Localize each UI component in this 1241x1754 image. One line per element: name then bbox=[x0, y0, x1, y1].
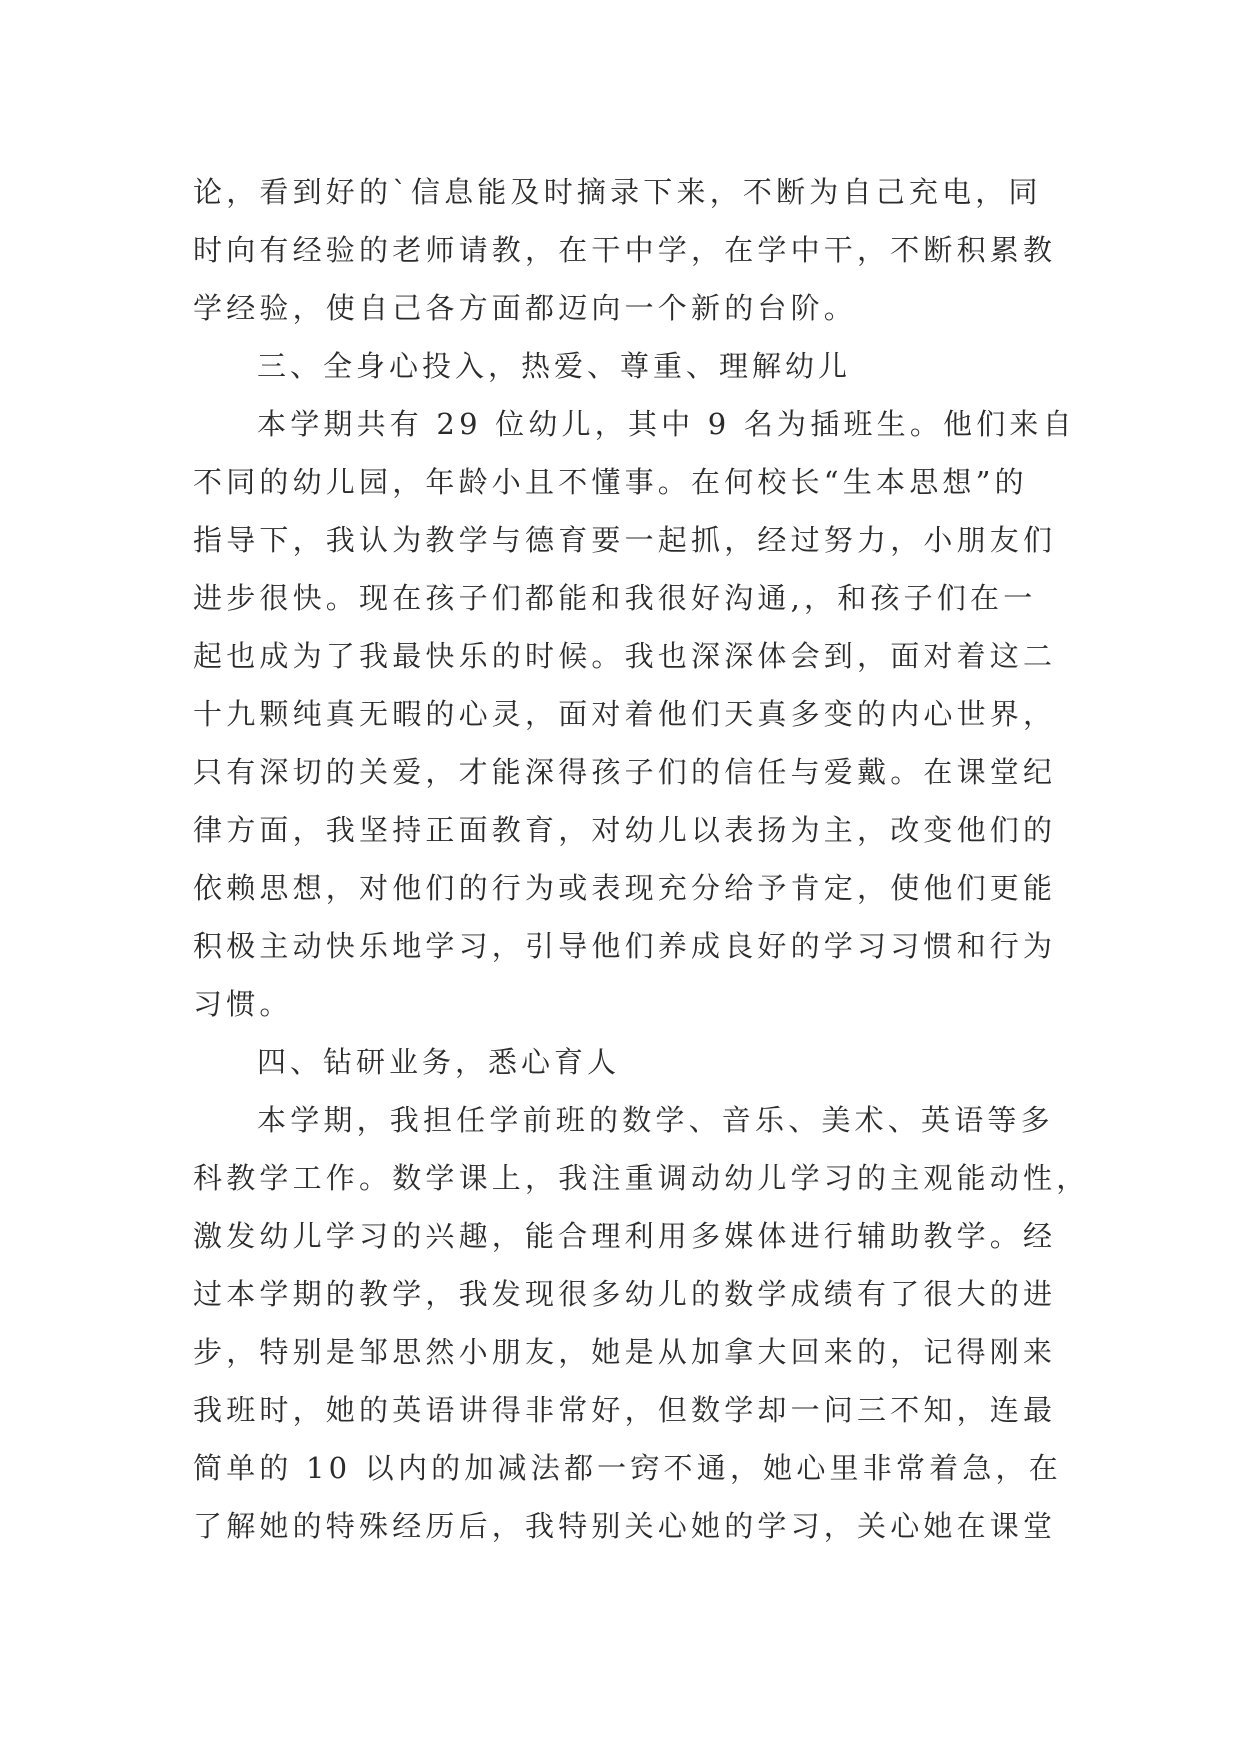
text-line: 只有深切的关爱，才能深得孩子们的信任与爱戴。在课堂纪 bbox=[193, 755, 1057, 789]
text-line: 简单的 10 以内的加减法都一窍不通，她心里非常着急，在 bbox=[193, 1451, 1062, 1485]
document-body bbox=[193, 163, 1090, 1555]
text-line: 科教学工作。数学课上，我注重调动幼儿学习的主观能动性， bbox=[193, 1161, 1090, 1195]
text-line: 进步很快。现在孩子们都能和我很好沟通,，和孩子们在一 bbox=[193, 581, 1037, 615]
text-line: 十九颗纯真无暇的心灵，面对着他们天真多变的内心世界， bbox=[193, 697, 1057, 731]
text-line: 论，看到好的`信息能及时摘录下来，不断为自己充电，同 bbox=[193, 175, 1042, 209]
text-line: 激发幼儿学习的兴趣，能合理利用多媒体进行辅助教学。经 bbox=[193, 1219, 1057, 1253]
section-heading-4: 四、钻研业务，悉心育人 bbox=[257, 1045, 621, 1079]
text-line: 时向有经验的老师请教，在干中学，在学中干，不断积累教 bbox=[193, 233, 1057, 267]
paragraph-start: 本学期共有 29 位幼儿，其中 9 名为插班生。他们来自 bbox=[257, 407, 1076, 441]
text-line: 依赖思想，对他们的行为或表现充分给予肯定，使他们更能 bbox=[193, 871, 1057, 905]
text-line: 起也成为了我最快乐的时候。我也深深体会到，面对着这二 bbox=[193, 639, 1057, 673]
section-heading-3: 三、全身心投入，热爱、尊重、理解幼儿 bbox=[257, 349, 852, 383]
paragraph-start: 本学期，我担任学前班的数学、音乐、美术、英语等多 bbox=[257, 1103, 1054, 1137]
text-line: 步，特别是邹思然小朋友，她是从加拿大回来的，记得刚来 bbox=[193, 1335, 1057, 1369]
text-line: 学经验，使自己各方面都迈向一个新的台阶。 bbox=[193, 291, 858, 325]
text-line: 积极主动快乐地学习，引导他们养成良好的学习习惯和行为 bbox=[193, 929, 1057, 963]
text-line: 指导下，我认为教学与德育要一起抓，经过努力，小朋友们 bbox=[193, 523, 1057, 557]
text-line: 我班时，她的英语讲得非常好，但数学却一问三不知，连最 bbox=[193, 1393, 1057, 1427]
text-line: 律方面，我坚持正面教育，对幼儿以表扬为主，改变他们的 bbox=[193, 813, 1057, 847]
text-line: 习惯。 bbox=[193, 987, 293, 1021]
text-line: 过本学期的教学，我发现很多幼儿的数学成绩有了很大的进 bbox=[193, 1277, 1057, 1311]
text-line: 了解她的特殊经历后，我特别关心她的学习，关心她在课堂 bbox=[193, 1509, 1057, 1543]
text-line: 不同的幼儿园，年龄小且不懂事。在何校长“生本思想”的 bbox=[193, 465, 1028, 499]
